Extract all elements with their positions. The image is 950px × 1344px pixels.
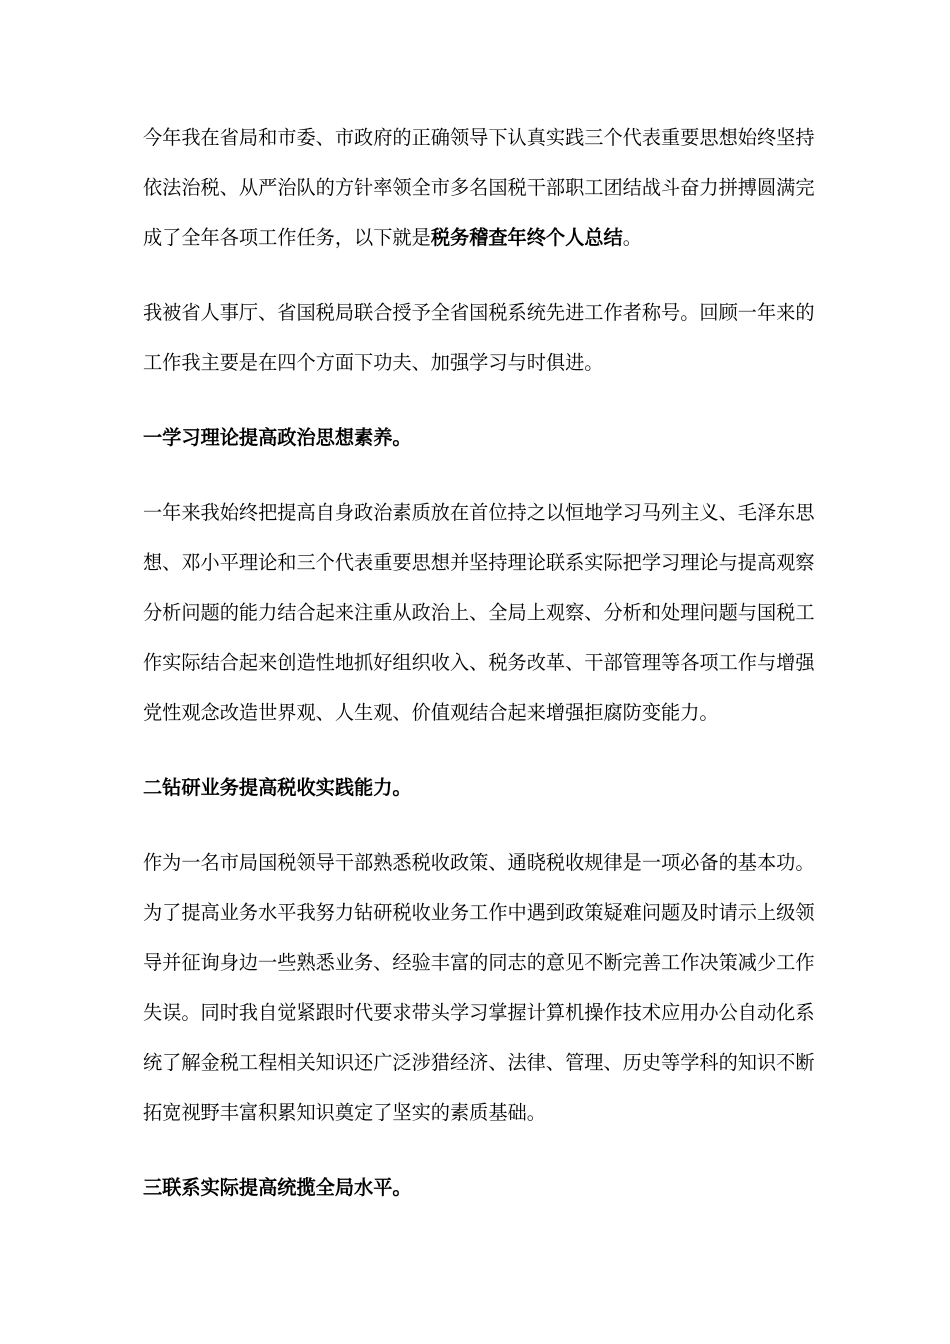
text-run: 今年我在省局和市委、市政府的正确领导下认真实践三个代表重要思想始终坚持依法治税、从严治队的方针率领全市多名国税干部职工团结战斗奋力拼搏圆满完成了全年各项工作任务，以下就是 bbox=[143, 128, 815, 249]
bold-text-run: 三联系实际提高统揽全局水平。 bbox=[143, 1178, 412, 1199]
bold-text-run: 税务稽查年终个人总结 bbox=[430, 228, 623, 249]
bold-text-run: 二钻研业务提高税收实践能力。 bbox=[143, 778, 412, 799]
body-paragraph bbox=[143, 289, 818, 389]
text-run: 。 bbox=[622, 228, 642, 249]
section-heading bbox=[143, 1164, 818, 1214]
bold-text-run: 一学习理论提高政治思想素养。 bbox=[143, 428, 412, 449]
section-heading bbox=[143, 414, 818, 464]
text-run: 我被省人事厅、省国税局联合授予全省国税系统先进工作者称号。回顾一年来的工作我主要是在四个方面下功夫、加强学习与时俱进。 bbox=[143, 303, 815, 374]
body-paragraph bbox=[143, 839, 818, 1139]
text-run: 一年来我始终把提高自身政治素质放在首位持之以恒地学习马列主义、毛泽东思想、邓小平理论和三个代表重要思想并坚持理论联系实际把学习理论与提高观察分析问题的能力结合起来注重从政治上、全局上观察、分析和处理问题与国税工作实际结合起来创造性地抓好组织收入、税务改革、干部管理等各项工作与增强党性观念改造世界观、人生观、价值观结合起来增强拒腐防变能力。 bbox=[143, 503, 815, 724]
text-run: 作为一名市局国税领导干部熟悉税收政策、通晓税收规律是一项必备的基本功。为了提高业务水平我努力钻研税收业务工作中遇到政策疑难问题及时请示上级领导并征询身边一些熟悉业务、经验丰富的同志的意见不断完善工作决策减少工作失误。同时我自觉紧跟时代要求带头学习掌握计算机操作技术应用办公自动化系统了解金税工程相关知识还广泛涉猎经济、法律、管理、历史等学科的知识不断拓宽视野丰富积累知识奠定了坚实的素质基础。 bbox=[143, 853, 815, 1124]
section-heading bbox=[143, 764, 818, 814]
body-paragraph bbox=[143, 114, 818, 264]
body-paragraph bbox=[143, 489, 818, 739]
